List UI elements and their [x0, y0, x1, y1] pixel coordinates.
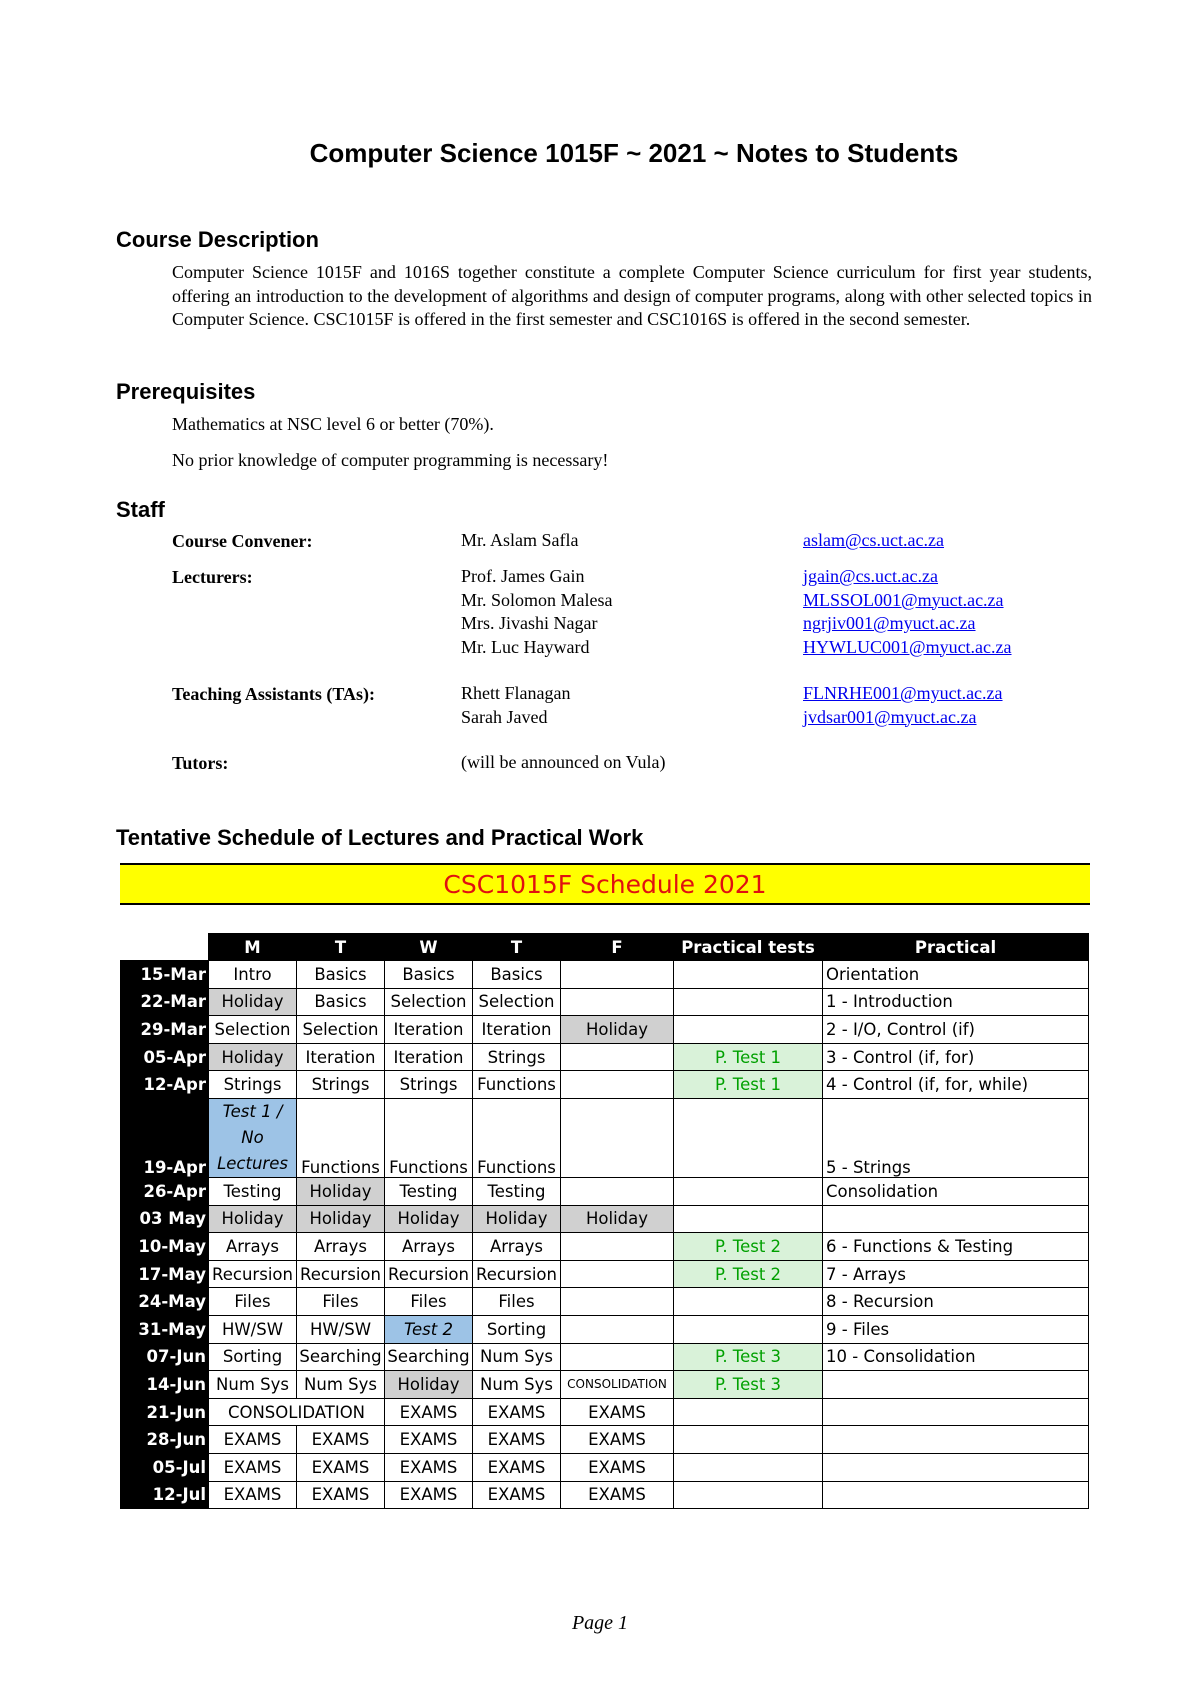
lecture-cell: Files — [473, 1288, 561, 1316]
practical-cell — [823, 1398, 1089, 1426]
practical-test-cell: P. Test 2 — [674, 1260, 823, 1288]
ta-name: Rhett Flanagan — [461, 683, 571, 703]
table-row — [121, 1071, 1089, 1099]
lecture-cell: Intro — [209, 961, 297, 989]
lecture-cell: Files — [297, 1288, 385, 1316]
lecturer-name: Mrs. Jivashi Nagar — [461, 613, 598, 633]
practical-cell: 5 - Strings — [823, 1098, 1089, 1177]
practical-test-cell — [674, 1205, 823, 1233]
date-cell: 24-May — [121, 1288, 209, 1316]
lecture-cell: Num Sys — [297, 1371, 385, 1399]
table-row — [121, 1426, 1089, 1454]
lecture-cell: EXAMS — [385, 1453, 473, 1481]
lecture-cell: Holiday — [209, 988, 297, 1016]
lecture-cell: EXAMS — [385, 1481, 473, 1509]
lecture-cell: Testing — [209, 1177, 297, 1205]
practical-test-cell — [674, 1453, 823, 1481]
lecture-cell: Strings — [297, 1071, 385, 1099]
table-row — [121, 988, 1089, 1016]
practical-cell: 4 - Control (if, for, while) — [823, 1071, 1089, 1099]
lecture-cell: Test 2 — [385, 1315, 473, 1343]
practical-test-cell — [674, 1098, 823, 1177]
table-row — [121, 1343, 1089, 1371]
lecture-cell: Holiday — [385, 1371, 473, 1399]
lecture-cell: EXAMS — [473, 1398, 561, 1426]
lecture-cell: Holiday — [209, 1043, 297, 1071]
lecture-cell: Recursion — [297, 1260, 385, 1288]
lecture-cell: Recursion — [385, 1260, 473, 1288]
table-row — [121, 1398, 1089, 1426]
lecture-cell: Sorting — [473, 1315, 561, 1343]
table-row — [121, 1177, 1089, 1205]
practical-test-cell — [674, 1481, 823, 1509]
lecture-cell: EXAMS — [209, 1426, 297, 1454]
ta-name: Sarah Javed — [461, 706, 548, 727]
lecture-cell — [561, 1315, 674, 1343]
course-description-text: Computer Science 1015F and 1016S together constitute a complete Computer Science curriculum for first year students, offering an introduction to the development of algorithms and design of computer programs, along with other selected topics in Computer Science. CSC1015F is offered in the first semester and CSC1016S is offered in the second semester. — [172, 262, 1092, 329]
lecture-cell — [561, 988, 674, 1016]
lecture-cell: Basics — [297, 988, 385, 1016]
lecture-cell: Holiday — [297, 1205, 385, 1233]
lecture-cell: Num Sys — [473, 1343, 561, 1371]
header-cell: Practical — [823, 934, 1089, 961]
lecture-cell: EXAMS — [561, 1398, 674, 1426]
practical-test-cell — [674, 1177, 823, 1205]
lecture-cell: HW/SW — [297, 1315, 385, 1343]
staff-heading: Staff — [116, 497, 165, 522]
date-cell: 21-Jun — [121, 1398, 209, 1426]
lecture-cell: Selection — [473, 988, 561, 1016]
lecture-cell: Testing — [473, 1177, 561, 1205]
lecture-cell: EXAMS — [297, 1426, 385, 1454]
date-cell: 14-Jun — [121, 1371, 209, 1399]
header-corner — [121, 934, 209, 961]
convener-email-link[interactable]: aslam@cs.uct.ac.za — [803, 530, 945, 550]
lecture-cell: Arrays — [385, 1233, 473, 1261]
practical-cell: 1 - Introduction — [823, 988, 1089, 1016]
lecture-cell: Num Sys — [473, 1371, 561, 1399]
header-cell: Practical tests — [674, 934, 823, 961]
practical-cell: Orientation — [823, 961, 1089, 989]
practical-test-cell: P. Test 1 — [674, 1043, 823, 1071]
practical-cell — [823, 1371, 1089, 1399]
date-cell: 12-Apr — [121, 1071, 209, 1099]
tas-emails — [803, 682, 1003, 729]
lecture-cell: Holiday — [385, 1205, 473, 1233]
lecture-cell: EXAMS — [561, 1481, 674, 1509]
lecture-cell — [561, 1260, 674, 1288]
practical-test-cell — [674, 1398, 823, 1426]
schedule-table — [120, 933, 1089, 1509]
lecture-cell: CONSOLIDATION — [561, 1371, 674, 1399]
lecturer-email-link[interactable]: MLSSOL001@myuct.ac.za — [803, 589, 1004, 610]
lecture-cell: EXAMS — [385, 1398, 473, 1426]
lecture-cell: Arrays — [297, 1233, 385, 1261]
prerequisite-line-2: No prior knowledge of computer programming is necessary! — [172, 450, 609, 470]
lecture-cell: Selection — [385, 988, 473, 1016]
lecture-cell — [561, 961, 674, 989]
table-row — [121, 1043, 1089, 1071]
lecture-cell: Strings — [473, 1043, 561, 1071]
practical-test-cell — [674, 1315, 823, 1343]
lecturer-name: Mr. Solomon Malesa — [461, 589, 613, 610]
table-row — [121, 1315, 1089, 1343]
lecture-cell: HW/SW — [209, 1315, 297, 1343]
prerequisite-line-1: Mathematics at NSC level 6 or better (70%). — [172, 414, 494, 434]
practical-cell — [823, 1426, 1089, 1454]
course-description-heading: Course Description — [116, 227, 319, 252]
date-cell: 31-May — [121, 1315, 209, 1343]
lecture-cell: Num Sys — [209, 1371, 297, 1399]
tas-names — [461, 682, 570, 729]
table-row — [121, 1453, 1089, 1481]
lecture-cell: Arrays — [209, 1233, 297, 1261]
lecturer-email-link[interactable]: HYWLUC001@myuct.ac.za — [803, 636, 1012, 657]
lecturer-name: Prof. James Gain — [461, 566, 585, 586]
lecture-cell — [561, 1098, 674, 1177]
lecture-cell: Strings — [385, 1071, 473, 1099]
lecture-cell: Searching — [385, 1343, 473, 1371]
lecture-cell: EXAMS — [561, 1426, 674, 1454]
practical-cell: 9 - Files — [823, 1315, 1089, 1343]
lecture-cell: Files — [385, 1288, 473, 1316]
practical-cell: 10 - Consolidation — [823, 1343, 1089, 1371]
page-number: Page 1 — [571, 1612, 629, 1634]
lecture-cell: Recursion — [473, 1260, 561, 1288]
practical-cell: 8 - Recursion — [823, 1288, 1089, 1316]
practical-cell: 3 - Control (if, for) — [823, 1043, 1089, 1071]
tas-label: Teaching Assistants (TAs): — [172, 684, 376, 704]
date-cell: 10-May — [121, 1233, 209, 1261]
lecture-cell: Test 1 / No Lectures — [209, 1098, 297, 1177]
practical-test-cell — [674, 1426, 823, 1454]
practical-test-cell — [674, 988, 823, 1016]
table-row — [121, 1481, 1089, 1509]
header-cell: F — [561, 934, 674, 961]
practical-cell: 6 - Functions & Testing — [823, 1233, 1089, 1261]
page-title: Computer Science 1015F ~ 2021 ~ Notes to Students — [309, 138, 959, 168]
lecture-cell: Functions — [297, 1098, 385, 1177]
lecture-cell: Basics — [385, 961, 473, 989]
lecturer-name: Mr. Luc Hayward — [461, 636, 590, 657]
lecture-cell: Functions — [385, 1098, 473, 1177]
lecture-cell: Selection — [209, 1016, 297, 1044]
date-cell: 05-Jul — [121, 1453, 209, 1481]
table-row — [121, 1098, 1089, 1177]
header-cell: T — [297, 934, 385, 961]
table-row — [121, 1205, 1089, 1233]
date-cell: 15-Mar — [121, 961, 209, 989]
date-cell: 05-Apr — [121, 1043, 209, 1071]
header-cell: W — [385, 934, 473, 961]
lecture-cell: Holiday — [473, 1205, 561, 1233]
lecture-cell: Arrays — [473, 1233, 561, 1261]
table-row — [121, 1016, 1089, 1044]
lecturer-email-link[interactable]: jgain@cs.uct.ac.za — [803, 566, 939, 586]
practical-cell: Consolidation — [823, 1177, 1089, 1205]
lecture-cell: Functions — [473, 1071, 561, 1099]
practical-cell: 2 - I/O, Control (if) — [823, 1016, 1089, 1044]
lecture-cell: EXAMS — [297, 1481, 385, 1509]
lecture-cell: Basics — [297, 961, 385, 989]
lecture-cell: EXAMS — [473, 1426, 561, 1454]
lecturer-email-link[interactable]: ngrjiv001@myuct.ac.za — [803, 613, 976, 633]
practical-test-cell — [674, 961, 823, 989]
lecture-cell: Sorting — [209, 1343, 297, 1371]
table-row — [121, 1371, 1089, 1399]
lecture-cell: Iteration — [473, 1016, 561, 1044]
lecture-cell: EXAMS — [209, 1453, 297, 1481]
date-cell: 17-May — [121, 1260, 209, 1288]
practical-test-cell: P. Test 2 — [674, 1233, 823, 1261]
lecture-cell — [561, 1071, 674, 1099]
table-row — [121, 1260, 1089, 1288]
lecture-cell: EXAMS — [473, 1453, 561, 1481]
lecture-cell: Iteration — [385, 1016, 473, 1044]
lecture-cell: Holiday — [209, 1205, 297, 1233]
date-cell: 12-Jul — [121, 1481, 209, 1509]
convener-name: Mr. Aslam Safla — [461, 530, 579, 550]
date-cell: 22-Mar — [121, 988, 209, 1016]
lecture-cell — [561, 1288, 674, 1316]
lecture-cell: Holiday — [561, 1205, 674, 1233]
practical-test-cell — [674, 1288, 823, 1316]
date-cell: 28-Jun — [121, 1426, 209, 1454]
practical-cell — [823, 1205, 1089, 1233]
lecture-cell: Basics — [473, 961, 561, 989]
lecture-cell: Strings — [209, 1071, 297, 1099]
lecturers-emails — [803, 565, 1012, 659]
schedule-header-row — [121, 934, 1089, 961]
practical-test-cell: P. Test 3 — [674, 1371, 823, 1399]
practical-cell — [823, 1481, 1089, 1509]
lecture-cell: Searching — [297, 1343, 385, 1371]
lecture-cell: EXAMS — [209, 1481, 297, 1509]
tutors-note: (will be announced on Vula) — [461, 752, 666, 772]
schedule-banner: CSC1015F Schedule 2021 — [120, 863, 1090, 905]
date-cell: 29-Mar — [121, 1016, 209, 1044]
prerequisites-heading: Prerequisites — [116, 379, 256, 404]
date-cell: 03 May — [121, 1205, 209, 1233]
convener-label: Course Convener: — [172, 531, 313, 551]
practical-cell — [823, 1453, 1089, 1481]
lecturers-names — [461, 565, 613, 659]
lecture-cell — [561, 1177, 674, 1205]
practical-test-cell: P. Test 1 — [674, 1071, 823, 1099]
practical-test-cell — [674, 1016, 823, 1044]
lecturers-label: Lecturers: — [172, 567, 253, 587]
lecture-cell: Holiday — [297, 1177, 385, 1205]
date-cell: 07-Jun — [121, 1343, 209, 1371]
header-cell: M — [209, 934, 297, 961]
schedule-body — [121, 961, 1089, 1509]
ta-email-link[interactable]: FLNRHE001@myuct.ac.za — [803, 683, 1003, 703]
ta-email-link[interactable]: jvdsar001@myuct.ac.za — [803, 706, 977, 727]
lecture-cell: Recursion — [209, 1260, 297, 1288]
schedule-heading: Tentative Schedule of Lectures and Practical Work — [116, 825, 644, 850]
lecture-cell — [561, 1233, 674, 1261]
lecture-cell — [561, 1043, 674, 1071]
lecture-cell: Testing — [385, 1177, 473, 1205]
practical-test-cell: P. Test 3 — [674, 1343, 823, 1371]
lecture-cell: EXAMS — [561, 1453, 674, 1481]
table-row — [121, 1288, 1089, 1316]
practical-cell: 7 - Arrays — [823, 1260, 1089, 1288]
date-cell: 19-Apr — [121, 1098, 209, 1177]
lecture-cell: Files — [209, 1288, 297, 1316]
table-row — [121, 1233, 1089, 1261]
table-row — [121, 961, 1089, 989]
lecture-cell: EXAMS — [385, 1426, 473, 1454]
lecture-cell: EXAMS — [297, 1453, 385, 1481]
lecture-cell: Holiday — [561, 1016, 674, 1044]
lecture-cell: CONSOLIDATION — [209, 1398, 385, 1426]
lecture-cell: Iteration — [385, 1043, 473, 1071]
lecture-cell — [561, 1343, 674, 1371]
tutors-label: Tutors: — [172, 753, 229, 773]
lecture-cell: EXAMS — [473, 1481, 561, 1509]
date-cell: 26-Apr — [121, 1177, 209, 1205]
lecture-cell: Functions — [473, 1098, 561, 1177]
lecture-cell: Iteration — [297, 1043, 385, 1071]
header-cell: T — [473, 934, 561, 961]
lecture-cell: Selection — [297, 1016, 385, 1044]
